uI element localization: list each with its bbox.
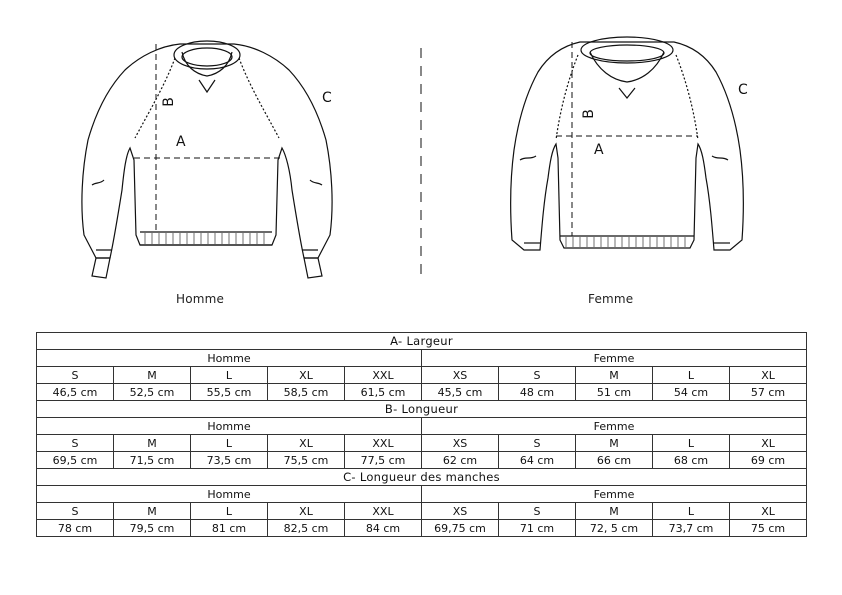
femme-caption: Femme — [588, 292, 634, 306]
femme-value-cell: 45,5 cm — [422, 384, 499, 401]
femme-size-cell: XL — [730, 435, 807, 452]
femme-size-cell: XS — [422, 367, 499, 384]
gender-row — [37, 350, 807, 367]
femme-size-cell: XL — [730, 367, 807, 384]
femme-size-cell: M — [576, 503, 653, 520]
femme-measure-lines — [556, 42, 698, 236]
section-title-row — [37, 333, 807, 350]
femme-size-cell: M — [576, 367, 653, 384]
homme-header: Homme — [37, 350, 422, 367]
femme-header: Femme — [422, 486, 807, 503]
homme-size-cell: M — [114, 503, 191, 520]
femme-letter-c: C — [738, 82, 748, 98]
value-row — [37, 384, 807, 401]
homme-value-cell: 58,5 cm — [268, 384, 345, 401]
homme-caption: Homme — [176, 292, 225, 306]
section-title-row — [37, 401, 807, 418]
homme-size-cell: XXL — [345, 503, 422, 520]
size-row — [37, 435, 807, 452]
homme-value-cell: 61,5 cm — [345, 384, 422, 401]
homme-size-cell: XXL — [345, 435, 422, 452]
femme-value-cell: 48 cm — [499, 384, 576, 401]
femme-letter-b: B — [580, 109, 597, 119]
homme-value-cell: 69,5 cm — [37, 452, 114, 469]
femme-size-cell: XL — [730, 503, 807, 520]
homme-size-cell: XL — [268, 367, 345, 384]
femme-value-cell: 64 cm — [499, 452, 576, 469]
homme-letter-b: B — [160, 97, 177, 107]
femme-value-cell: 62 cm — [422, 452, 499, 469]
femme-value-cell: 68 cm — [653, 452, 730, 469]
section-title-row — [37, 469, 807, 486]
femme-value-cell: 73,7 cm — [653, 520, 730, 537]
size-chart-body — [37, 333, 807, 537]
femme-size-cell: L — [653, 367, 730, 384]
homme-size-cell: L — [191, 435, 268, 452]
homme-size-cell: XL — [268, 435, 345, 452]
femme-rib-lines — [566, 237, 685, 247]
femme-value-cell: 75 cm — [730, 520, 807, 537]
femme-value-cell: 72, 5 cm — [576, 520, 653, 537]
homme-sweatshirt-drawing — [82, 41, 332, 278]
homme-value-cell: 46,5 cm — [37, 384, 114, 401]
homme-size-cell: M — [114, 435, 191, 452]
femme-value-cell: 51 cm — [576, 384, 653, 401]
homme-letter-c: C — [322, 90, 332, 106]
homme-measure-lines — [134, 44, 282, 232]
homme-value-cell: 84 cm — [345, 520, 422, 537]
femme-size-cell: XS — [422, 503, 499, 520]
homme-value-cell: 82,5 cm — [268, 520, 345, 537]
homme-value-cell: 78 cm — [37, 520, 114, 537]
homme-size-cell: XXL — [345, 367, 422, 384]
femme-sweatshirt-drawing — [511, 37, 744, 250]
gender-row — [37, 418, 807, 435]
homme-size-cell: S — [37, 367, 114, 384]
value-row — [37, 452, 807, 469]
femme-size-cell: S — [499, 367, 576, 384]
femme-size-cell: L — [653, 435, 730, 452]
section-title: A- Largeur — [37, 333, 807, 350]
homme-size-cell: S — [37, 435, 114, 452]
femme-header: Femme — [422, 350, 807, 367]
homme-value-cell: 71,5 cm — [114, 452, 191, 469]
homme-header: Homme — [37, 486, 422, 503]
value-row — [37, 520, 807, 537]
size-row — [37, 503, 807, 520]
homme-header: Homme — [37, 418, 422, 435]
size-chart-table — [36, 332, 807, 537]
homme-value-cell: 73,5 cm — [191, 452, 268, 469]
homme-value-cell: 55,5 cm — [191, 384, 268, 401]
femme-letter-a: A — [594, 142, 604, 158]
femme-value-cell: 66 cm — [576, 452, 653, 469]
femme-header: Femme — [422, 418, 807, 435]
femme-size-cell: S — [499, 435, 576, 452]
homme-size-cell: S — [37, 503, 114, 520]
homme-value-cell: 79,5 cm — [114, 520, 191, 537]
size-row — [37, 367, 807, 384]
femme-value-cell: 69 cm — [730, 452, 807, 469]
homme-size-cell: M — [114, 367, 191, 384]
homme-size-cell: L — [191, 503, 268, 520]
section-title: C- Longueur des manches — [37, 469, 807, 486]
section-title: B- Longueur — [37, 401, 807, 418]
homme-value-cell: 75,5 cm — [268, 452, 345, 469]
femme-value-cell: 54 cm — [653, 384, 730, 401]
femme-size-cell: XS — [422, 435, 499, 452]
femme-size-cell: L — [653, 503, 730, 520]
homme-value-cell: 52,5 cm — [114, 384, 191, 401]
homme-size-cell: L — [191, 367, 268, 384]
femme-value-cell: 57 cm — [730, 384, 807, 401]
femme-value-cell: 69,75 cm — [422, 520, 499, 537]
homme-rib-lines — [145, 233, 264, 244]
homme-value-cell: 77,5 cm — [345, 452, 422, 469]
homme-letter-a: A — [176, 134, 186, 150]
femme-size-cell: S — [499, 503, 576, 520]
femme-value-cell: 71 cm — [499, 520, 576, 537]
homme-size-cell: XL — [268, 503, 345, 520]
gender-row — [37, 486, 807, 503]
femme-size-cell: M — [576, 435, 653, 452]
homme-value-cell: 81 cm — [191, 520, 268, 537]
